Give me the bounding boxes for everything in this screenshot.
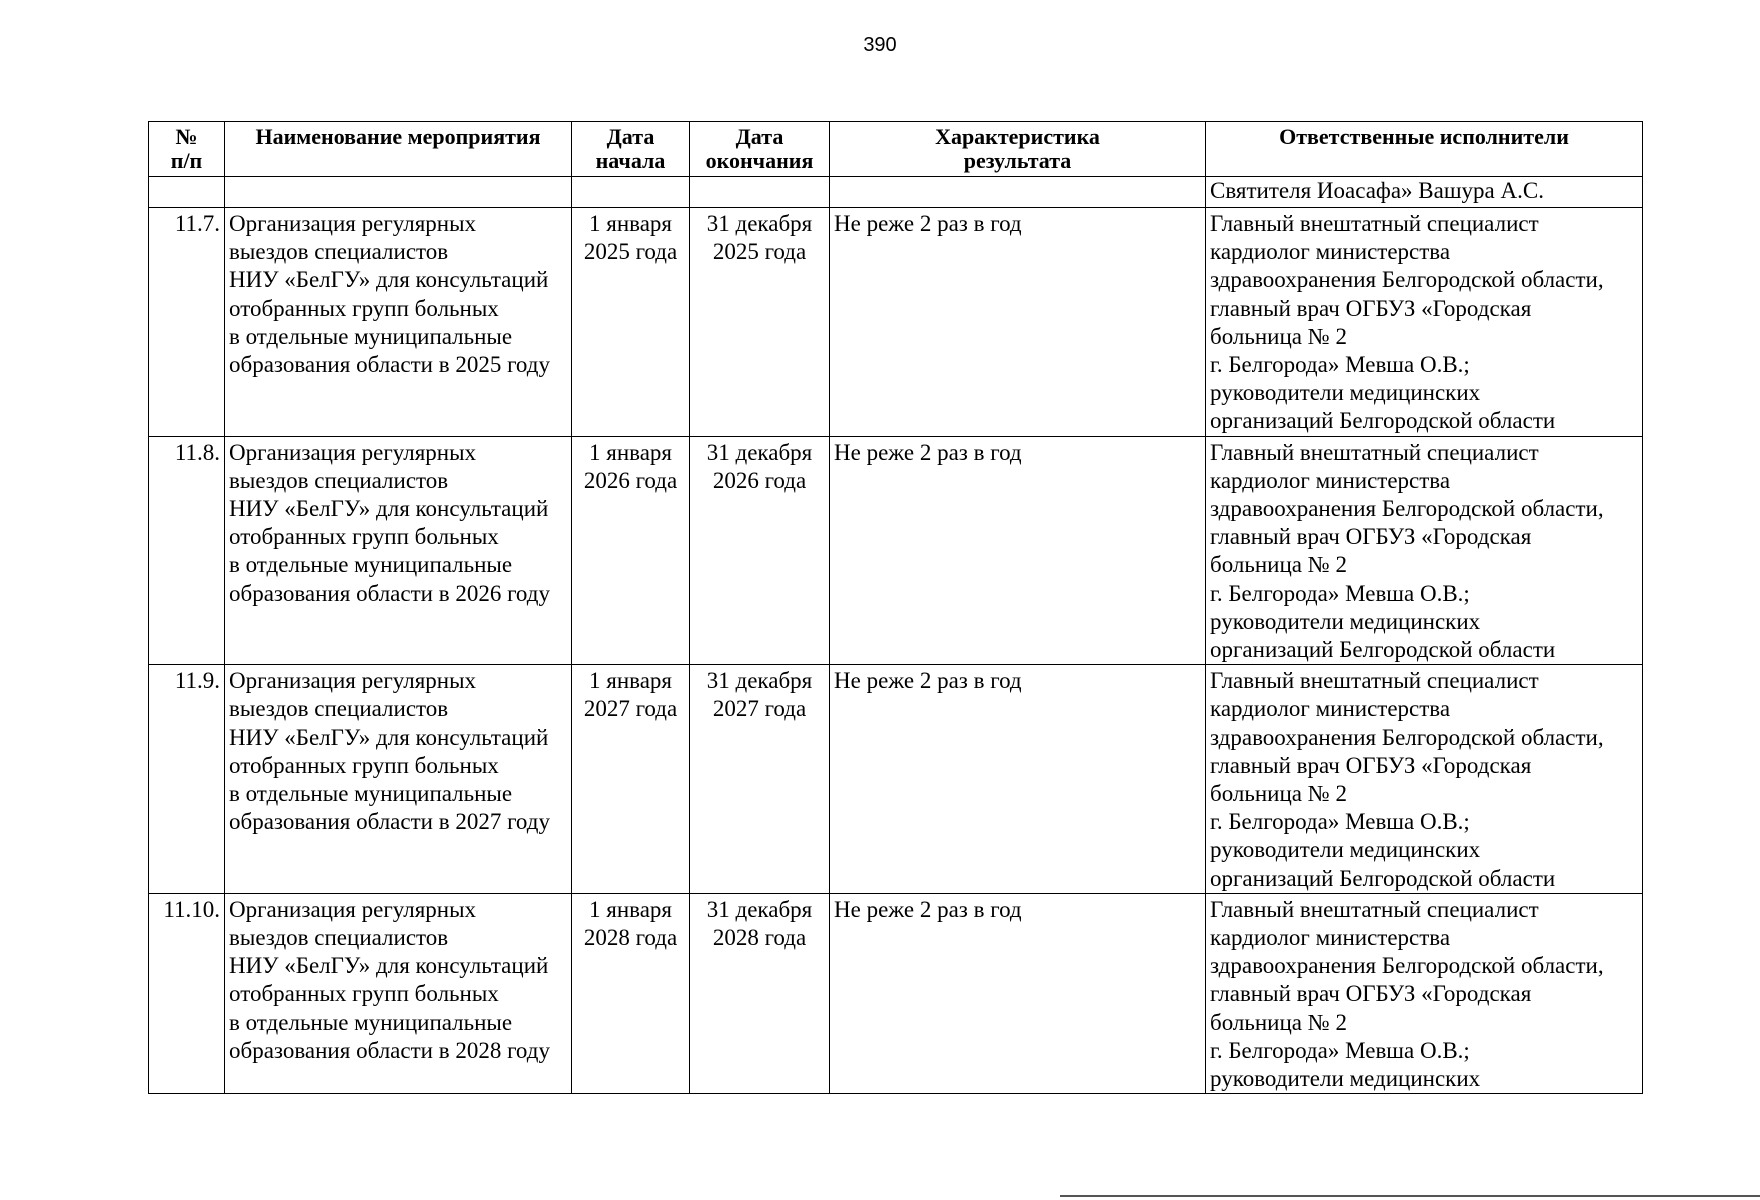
cell-num: 11.9. [149, 665, 225, 894]
cell-result: Не реже 2 раз в год [830, 208, 1206, 437]
cell-name [225, 177, 572, 208]
cell-name: Организация регулярных выездов специалистов НИУ «БелГУ» для консультаций отобранных групп больных в отдельные муниципальные образования области в 2027 году [225, 665, 572, 894]
events-table [148, 121, 1643, 1094]
cell-end-date [690, 177, 830, 208]
header-start-date: Дата начала [572, 122, 690, 177]
table-row [149, 436, 1643, 665]
cell-end-date: 31 декабря 2026 года [690, 436, 830, 665]
cell-start-date: 1 января 2027 года [572, 665, 690, 894]
header-name: Наименование мероприятия [225, 122, 572, 177]
table-header [149, 122, 1643, 177]
continuation-row [149, 177, 1643, 208]
cell-num [149, 177, 225, 208]
cell-result [830, 177, 1206, 208]
table-row [149, 208, 1643, 437]
cell-responsible: Главный внештатный специалист кардиолог министерства здравоохранения Белгородской области, главный врач ОГБУЗ «Городская больница № 2 г. Белгорода» Мевша О.В.; руководители медицинских организаций Белгородской области [1206, 665, 1643, 894]
cell-start-date: 1 января 2026 года [572, 436, 690, 665]
header-row [149, 122, 1643, 177]
table-row [149, 893, 1643, 1093]
cell-name: Организация регулярных выездов специалистов НИУ «БелГУ» для консультаций отобранных групп больных в отдельные муниципальные образования области в 2026 году [225, 436, 572, 665]
cell-num: 11.8. [149, 436, 225, 665]
cell-result: Не реже 2 раз в год [830, 436, 1206, 665]
cell-start-date [572, 177, 690, 208]
scan-edge-mark [1060, 1195, 1760, 1197]
header-responsible: Ответственные исполнители [1206, 122, 1643, 177]
cell-end-date: 31 декабря 2028 года [690, 893, 830, 1093]
cell-name: Организация регулярных выездов специалистов НИУ «БелГУ» для консультаций отобранных групп больных в отдельные муниципальные образования области в 2025 году [225, 208, 572, 437]
cell-result: Не реже 2 раз в год [830, 665, 1206, 894]
table-body [149, 177, 1643, 1094]
cell-name: Организация регулярных выездов специалистов НИУ «БелГУ» для консультаций отобранных групп больных в отдельные муниципальные образования области в 2028 году [225, 893, 572, 1093]
cell-num: 11.7. [149, 208, 225, 437]
cell-responsible: Святителя Иоасафа» Вашура А.С. [1206, 177, 1643, 208]
table-row [149, 665, 1643, 894]
cell-end-date: 31 декабря 2025 года [690, 208, 830, 437]
cell-result: Не реже 2 раз в год [830, 893, 1206, 1093]
cell-responsible: Главный внештатный специалист кардиолог министерства здравоохранения Белгородской области, главный врач ОГБУЗ «Городская больница № 2 г. Белгорода» Мевша О.В.; руководители медицинских организаций Белгородской области [1206, 208, 1643, 437]
cell-start-date: 1 января 2025 года [572, 208, 690, 437]
cell-end-date: 31 декабря 2027 года [690, 665, 830, 894]
page-number: 390 [863, 34, 897, 56]
cell-start-date: 1 января 2028 года [572, 893, 690, 1093]
cell-responsible: Главный внештатный специалист кардиолог министерства здравоохранения Белгородской области, главный врач ОГБУЗ «Городская больница № 2 г. Белгорода» Мевша О.В.; руководители медицинских организаций Белгородской области [1206, 436, 1643, 665]
header-num: № п/п [149, 122, 225, 177]
cell-responsible: Главный внештатный специалист кардиолог министерства здравоохранения Белгородской области, главный врач ОГБУЗ «Городская больница № 2 г. Белгорода» Мевша О.В.; руководители медицинских [1206, 893, 1643, 1093]
cell-num: 11.10. [149, 893, 225, 1093]
header-end-date: Дата окончания [690, 122, 830, 177]
header-result: Характеристика результата [830, 122, 1206, 177]
